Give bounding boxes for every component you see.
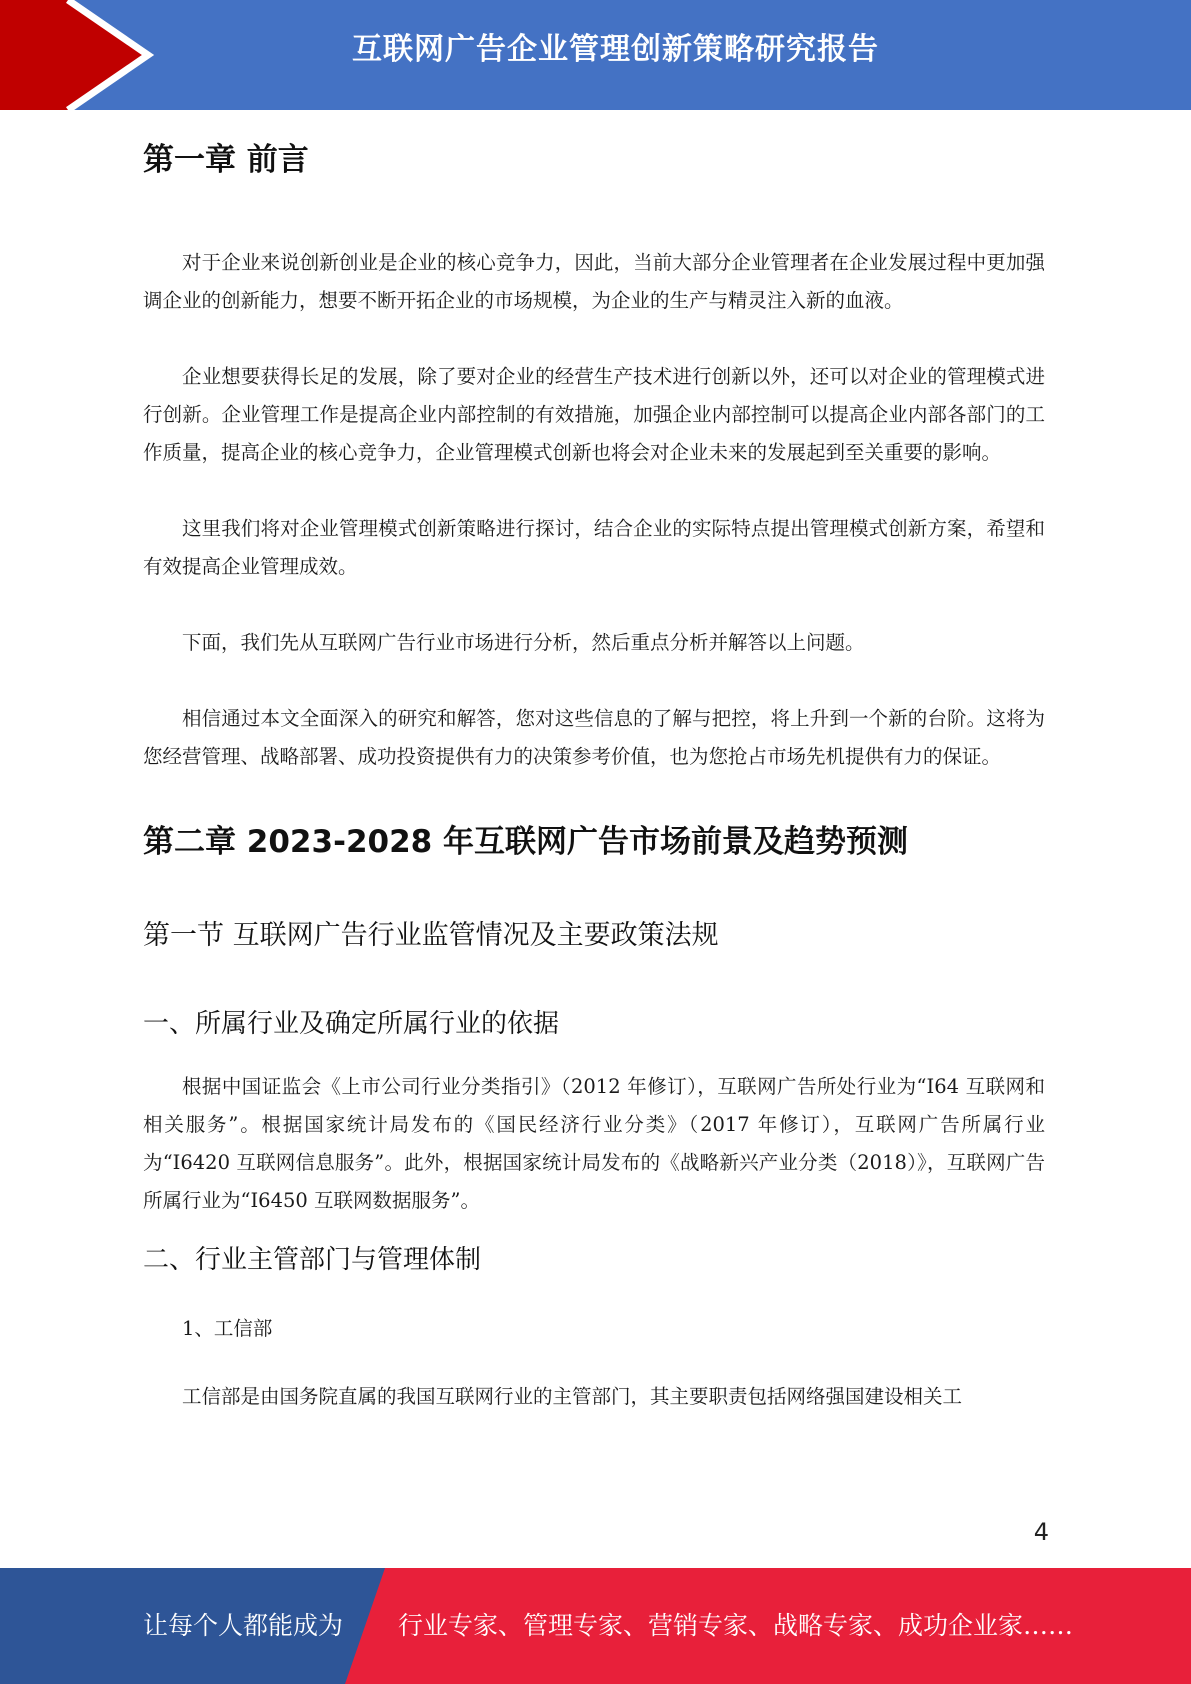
chapter1-heading: 第一章 前言 bbox=[143, 142, 309, 178]
document-body bbox=[143, 138, 1045, 1416]
chapter1-paragraph-3: 这里我们将对企业管理模式创新策略进行探讨，结合企业的实际特点提出管理模式创新方案，希望和有效提高企业管理成效。 bbox=[143, 517, 1045, 578]
footer-slogan-right: 行业专家、管理专家、营销专家、战略专家、成功企业家…… bbox=[398, 1611, 1074, 1640]
chapter1-paragraph-5: 相信通过本文全面深入的研究和解答，您对这些信息的了解与把控，将上升到一个新的台阶。这将为您经营管理、战略部署、成功投资提供有力的决策参考价值，也为您抢占市场先机提供有力的保证。 bbox=[143, 707, 1045, 768]
subsection2-item-1: 1、工信部 bbox=[182, 1317, 273, 1340]
subsection1-paragraph: 根据中国证监会《上市公司行业分类指引》（2012 年修订），互联网广告所处行业为“I64 互联网和相关服务”。根据国家统计局发布的《国民经济行业分类》（2017 年修订），互联网广告所属行业为“I6420 互联网信息服务”。此外，根据国家统计局发布的《战略新兴产业分类（2018）》，互联网广告所属行业为“I6450 互联网数据服务”。 bbox=[143, 1075, 1045, 1212]
subsection2-heading: 二、行业主管部门与管理体制 bbox=[143, 1245, 482, 1275]
footer-slogan-left: 让每个人都能成为 bbox=[143, 1611, 344, 1640]
footer-banner bbox=[0, 1568, 1191, 1684]
chapter1-paragraph-1: 对于企业来说创新创业是企业的核心竞争力，因此，当前大部分企业管理者在企业发展过程中更加强调企业的创新能力，想要不断开拓企业的市场规模，为企业的生产与精灵注入新的血液。 bbox=[143, 251, 1045, 312]
subsection2-paragraph: 工信部是由国务院直属的我国互联网行业的主管部门，其主要职责包括网络强国建设相关工 bbox=[182, 1385, 963, 1408]
chapter1-paragraph-2: 企业想要获得长足的发展，除了要对企业的经营生产技术进行创新以外，还可以对企业的管理模式进行创新。企业管理工作是提高企业内部控制的有效措施，加强企业内部控制可以提高企业内部各部门的工作质量，提高企业的核心竞争力，企业管理模式创新也将会对企业未来的发展起到至关重要的影响。 bbox=[143, 365, 1045, 464]
section1-heading: 第一节 互联网广告行业监管情况及主要政策法规 bbox=[143, 920, 719, 951]
report-title: 互联网广告企业管理创新策略研究报告 bbox=[352, 32, 879, 67]
header-banner bbox=[0, 0, 1191, 110]
chapter1-paragraph-4: 下面，我们先从互联网广告行业市场进行分析，然后重点分析并解答以上问题。 bbox=[182, 631, 865, 654]
page-number: 4 bbox=[1033, 1518, 1049, 1546]
subsection1-heading: 一、所属行业及确定所属行业的依据 bbox=[143, 1009, 560, 1039]
chapter2-heading: 第二章 2023-2028 年互联网广告市场前景及趋势预测 bbox=[143, 824, 909, 860]
